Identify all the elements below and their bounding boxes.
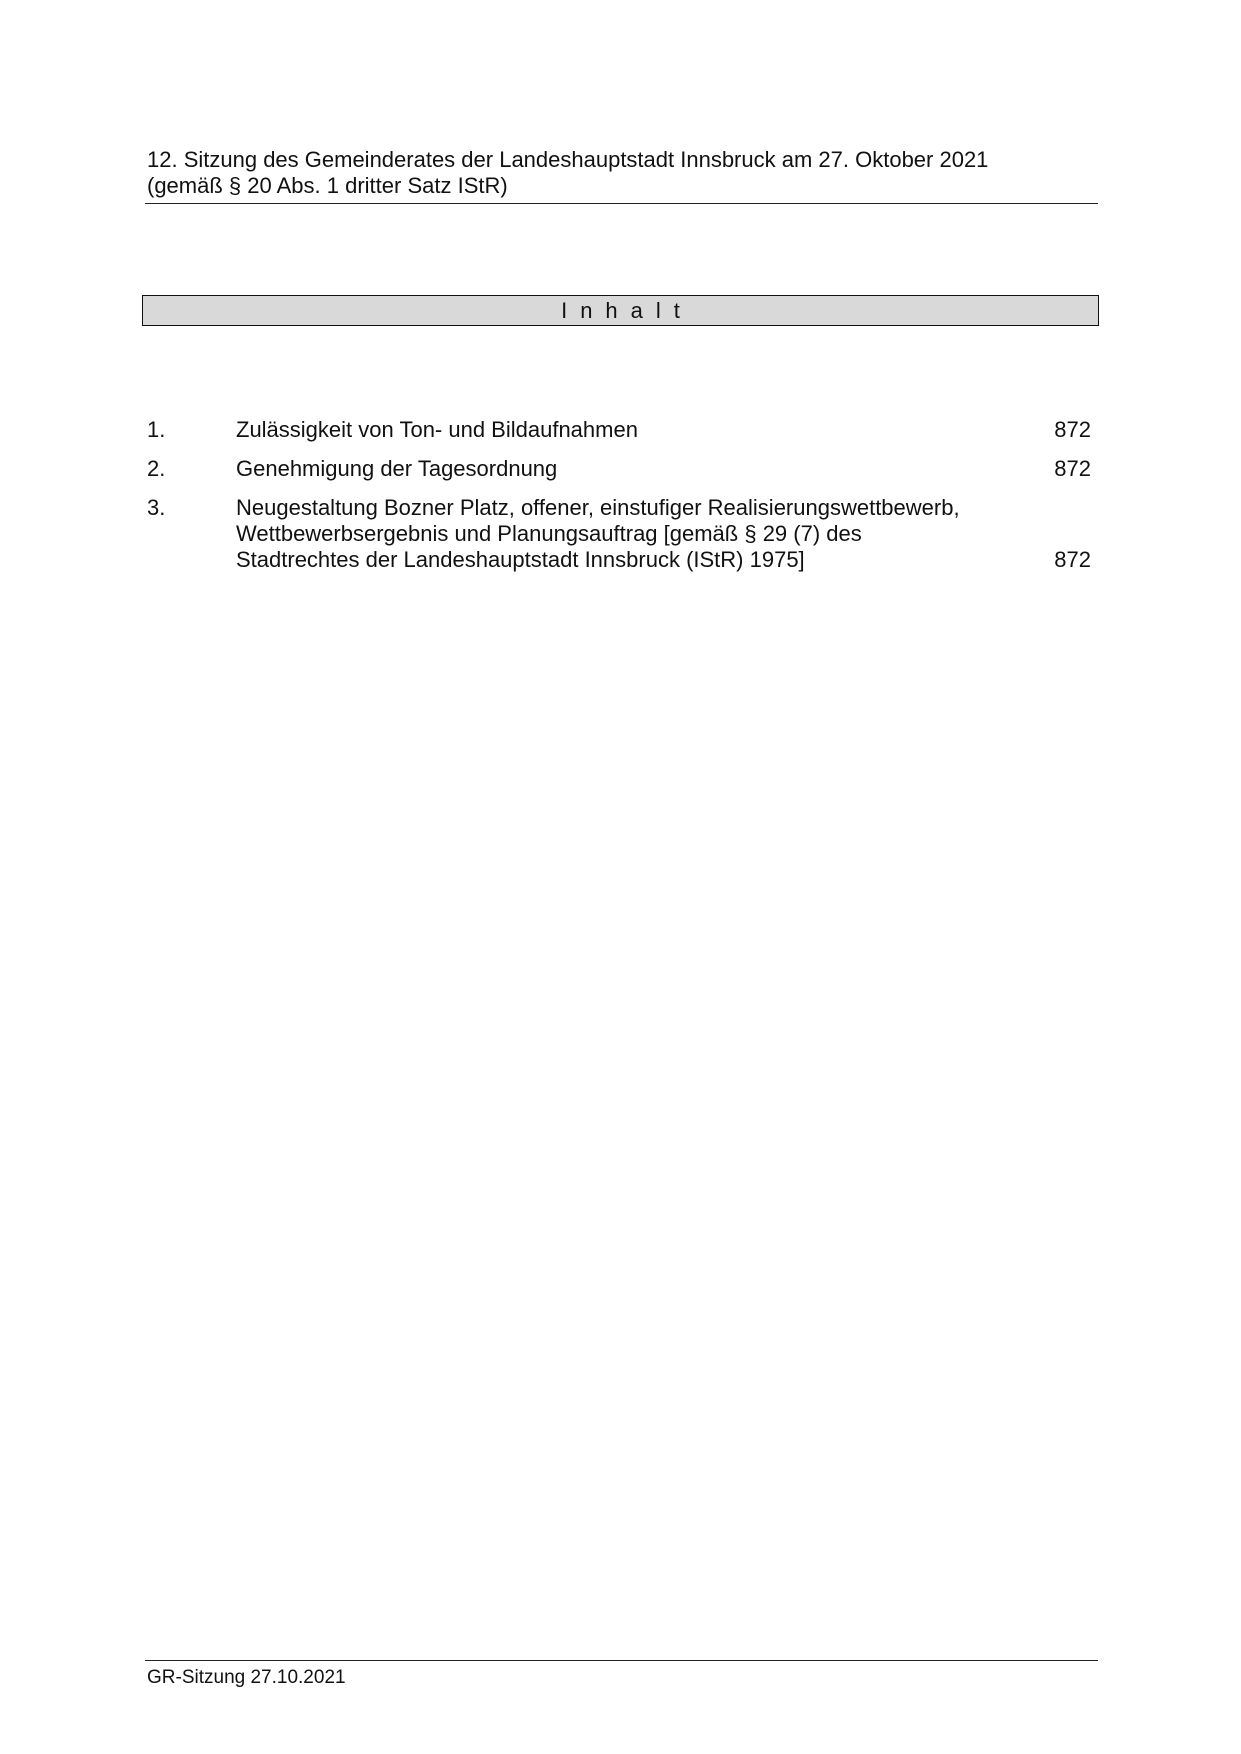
toc-entry-title — [236, 417, 1054, 443]
toc-entry-title — [236, 456, 1054, 482]
header-subtitle: (gemäß § 20 Abs. 1 dritter Satz IStR) — [147, 173, 508, 198]
toc-entry-page: 872 — [1054, 417, 1091, 442]
toc-entry-title-line: Wettbewerbsergebnis und Planungsauftrag [gemäß § 29 (7) des — [236, 521, 862, 546]
toc-entry-number: 1. — [147, 417, 166, 442]
toc-entry — [147, 456, 1091, 482]
document-header — [147, 147, 1099, 199]
toc-entry-page: 872 — [1054, 547, 1091, 572]
page-footer: GR-Sitzung 27.10.2021 — [147, 1667, 346, 1688]
toc-entry-title-line: Stadtrechtes der Landeshauptstadt Innsbruck (IStR) 1975] — [236, 547, 805, 572]
toc-entry — [147, 417, 1091, 443]
toc-list — [147, 417, 1091, 586]
toc-heading: Inhalt — [561, 298, 693, 323]
header-divider — [145, 203, 1098, 204]
toc-heading-box — [142, 295, 1099, 326]
footer-divider — [145, 1660, 1098, 1661]
header-title: 12. Sitzung des Gemeinderates der Landeshauptstadt Innsbruck am 27. Oktober 2021 — [147, 147, 989, 172]
toc-entry-number: 2. — [147, 456, 166, 481]
toc-entry-title-line: Zulässigkeit von Ton- und Bildaufnahmen — [236, 417, 638, 442]
toc-entry-page: 872 — [1054, 456, 1091, 481]
toc-entry-title-line: Neugestaltung Bozner Platz, offener, einstufiger Realisierungswettbewerb, — [236, 495, 960, 520]
toc-entry-title — [236, 495, 1054, 573]
toc-entry-title-line: Genehmigung der Tagesordnung — [236, 456, 558, 481]
toc-entry-number: 3. — [147, 495, 166, 520]
toc-entry — [147, 495, 1091, 573]
